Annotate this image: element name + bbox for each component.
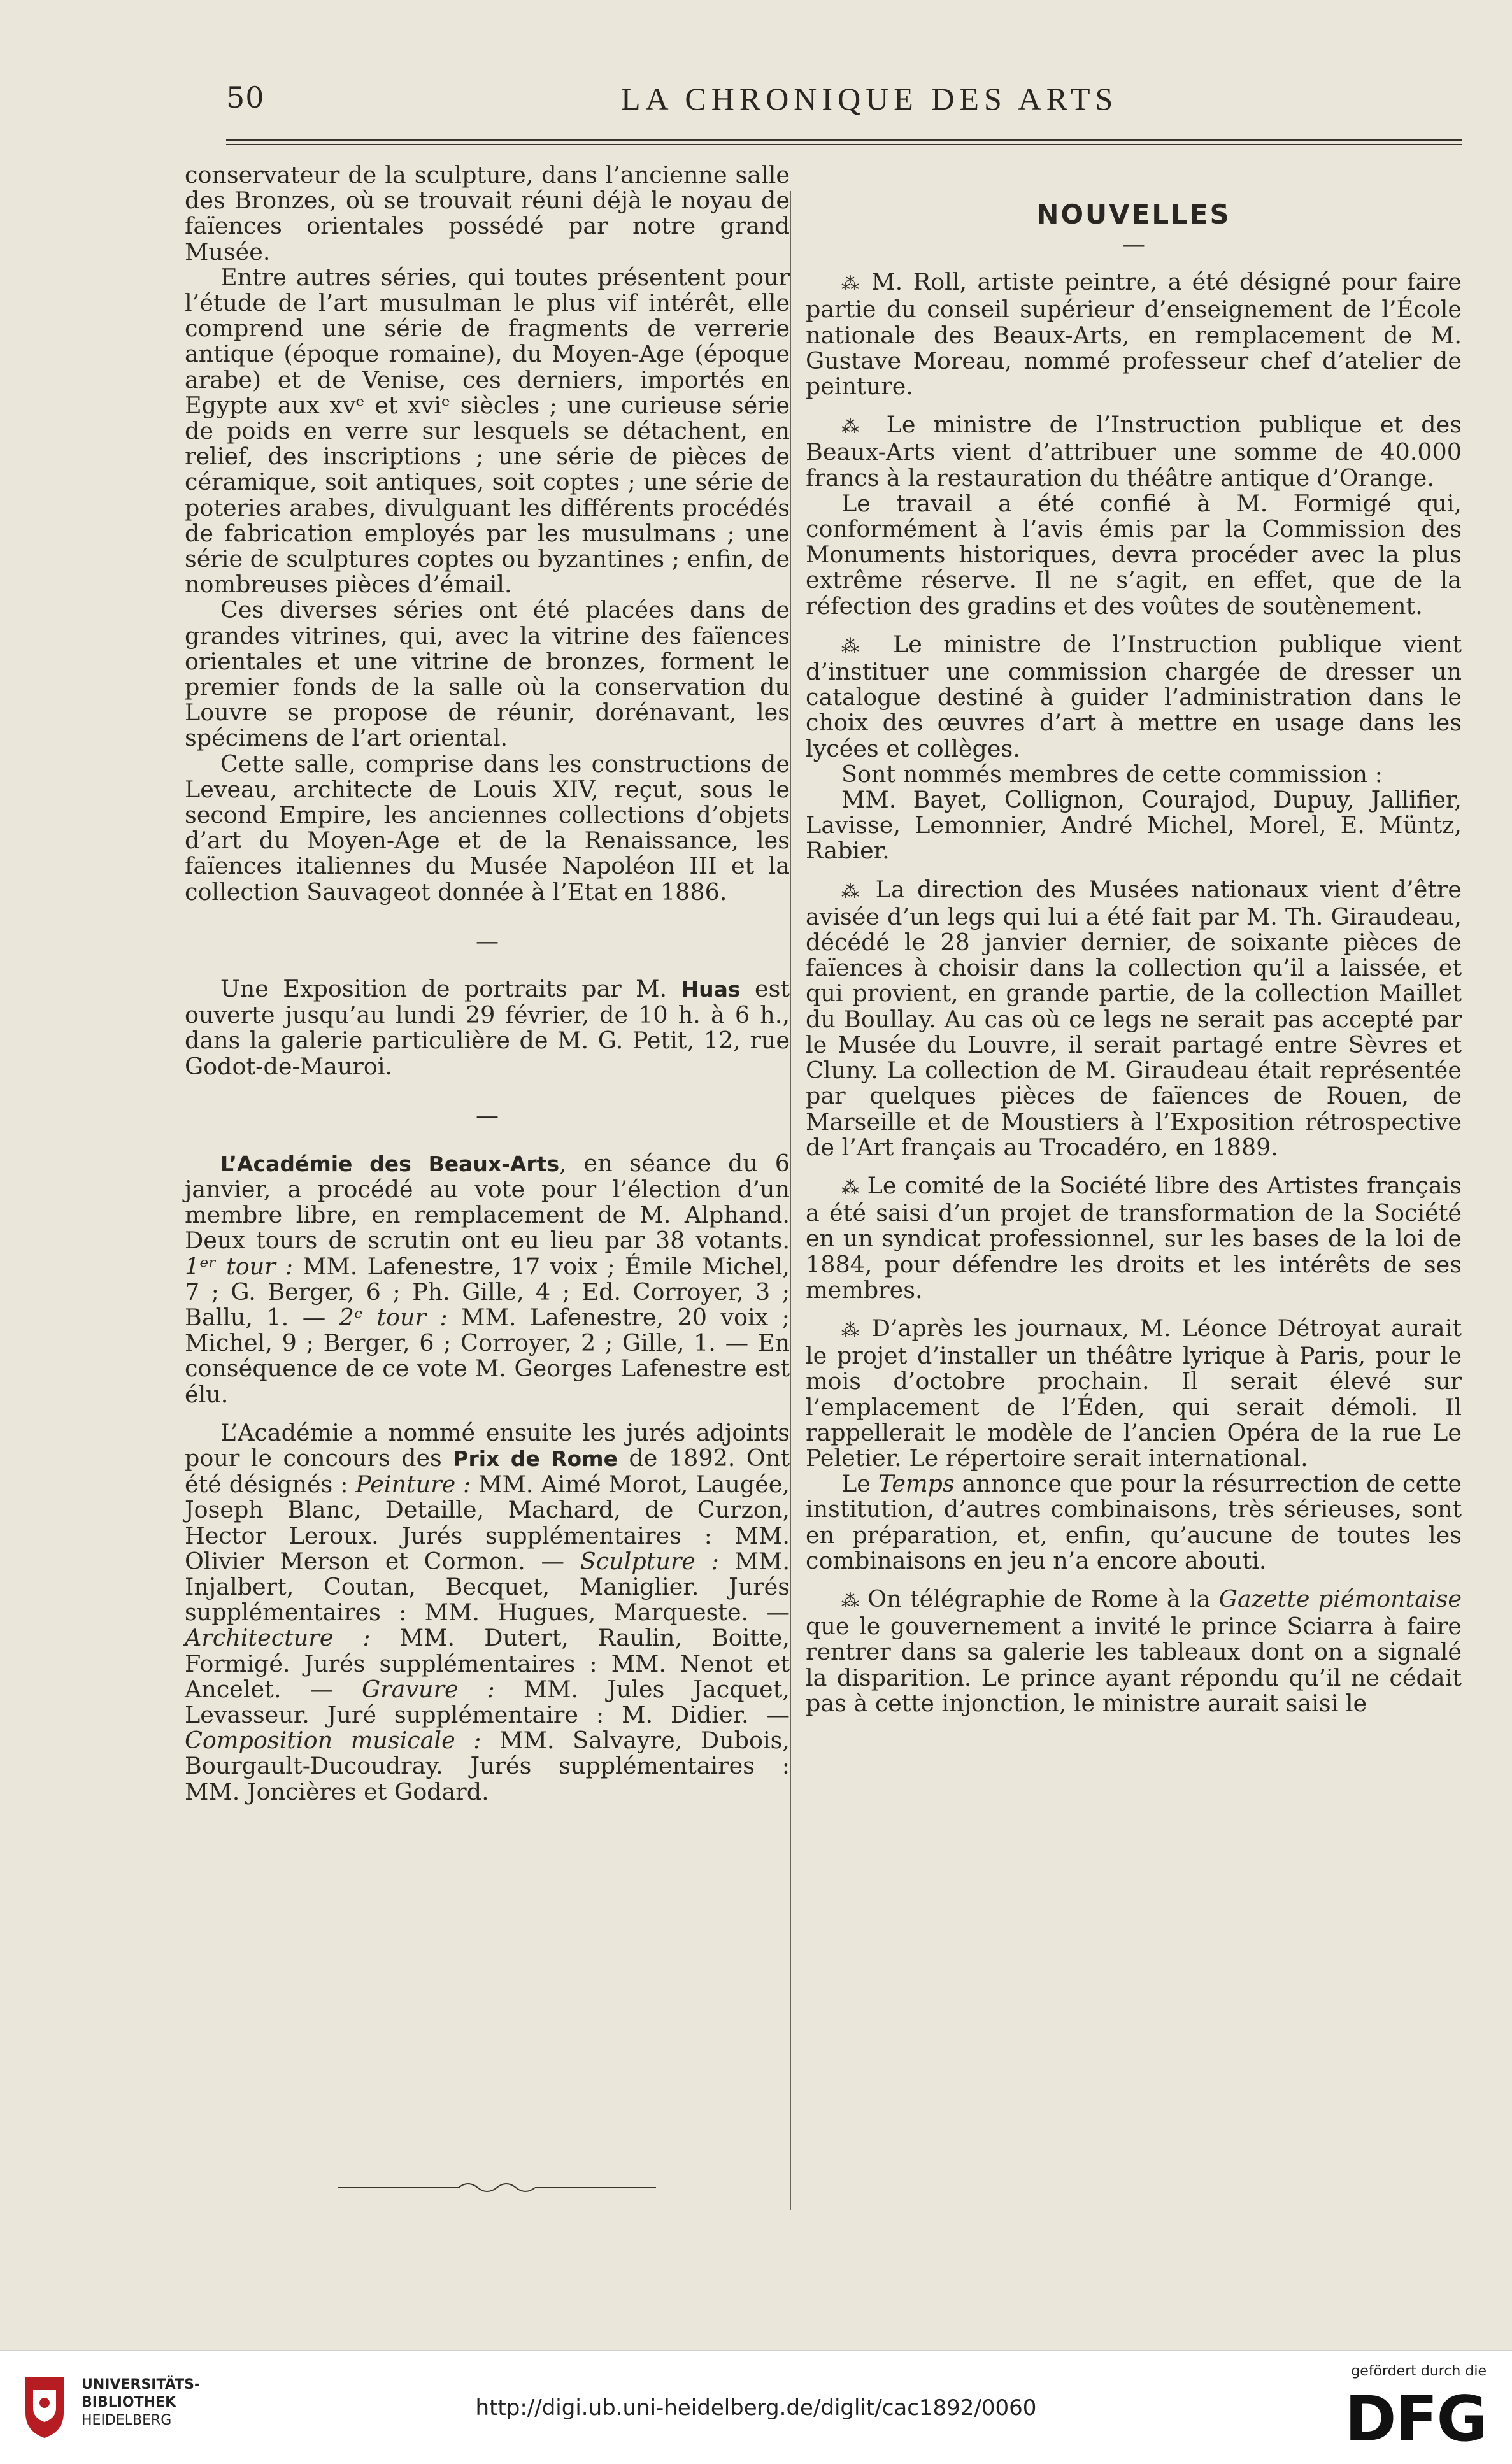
text-run: Le — [841, 1470, 878, 1498]
column-divider — [790, 191, 791, 2210]
text-run: Une Exposition de portraits par M. — [220, 974, 681, 1002]
paragraph: Ces diverses séries ont été placées dans de grandes vitrines, qui, avec la vitrine des faïences orientales et une vitrine de bronzes, forment le premier fonds de la salle où la conservation du Louvre se propose de réunir, dorénavant, les spécimens de l’art oriental. — [185, 596, 790, 752]
text-run: On télégraphie de Rome à la — [859, 1585, 1219, 1613]
header-rule — [226, 139, 1462, 141]
section-separator: — — [476, 1102, 499, 1129]
asterism-icon: ⁂ — [841, 1319, 862, 1341]
italic-run: Sculpture : — [580, 1547, 719, 1575]
asterism-icon: ⁂ — [841, 273, 861, 295]
institution-line: BIBLIOTHEK — [82, 2395, 176, 2411]
italic-run: Architecture : — [185, 1624, 371, 1652]
bold-name: L’Académie des Beaux-Arts — [220, 1151, 560, 1176]
text-run: MM. Jules Jacquet, Levasseur. Juré supplémentaire : M. Didier. — — [185, 1675, 790, 1728]
text-run: D’après les journaux, M. Léonce Détroyat aurait le projet d’installer un théâtre lyrique à Paris, pour le mois d’octobre prochain. Il serait élevé sur l’emplacement de l’Éden, qui serait démoli. Il rappellerait le modèle de l’ancien Opéra de la rue Le Peletier. Le répertoire serait international. — [806, 1314, 1462, 1472]
paragraph-exposition — [185, 976, 790, 1079]
header-rule-thin — [226, 144, 1462, 145]
institution-line: UNIVERSITÄTS- — [82, 2377, 201, 2393]
bold-name: Prix de Rome — [453, 1446, 618, 1471]
news-item — [806, 1316, 1462, 1471]
italic-run: Gazette piémontaise — [1218, 1585, 1462, 1613]
news-item — [806, 412, 1462, 491]
text-run: Le comité de la Société libre des Artistes français a été saisi d’un projet de transformation de la Société en un syndicat professionnel, sur les bases de la loi de 1884, pour défendre les droits et les intérêts de ses membres. — [806, 1171, 1462, 1304]
text-run: MM. Salvayre, Dubois, Bourgault-Ducoudray. Jurés supplémentaires : MM. Joncières et Godard. — [185, 1727, 790, 1805]
paragraph: Cette salle, comprise dans les constructions de Leveau, architecte de Louis XIV, reçut, sous le second Empire, les anciennes collections d’objets d’art du Moyen-Age et de la Renaissance, les faïences italiennes du Musée Napoléon III et la collection Sauvageot donnée à l’Etat en 1886. — [185, 750, 790, 906]
text-run: MM. Injalbert, Coutan, Becquet, Maniglier. Jurés supplémentaires : MM. Hugues, Marqueste. — — [185, 1547, 790, 1627]
news-item — [806, 877, 1462, 1160]
text-run: La direction des Musées nationaux vient d’être avisée d’un legs qui lui a été fait par M. Th. Giraudeau, décédé le 28 janvier dernier, de soixante pièces de faïences à choisir dans la collection qu’il a laissée, et qui provient, en grande partie, de la collection Maillet du Boullay. Au cas où ce legs ne serait pas accepté par le Musée du Louvre, il serait partagé entre Sèvres et Cluny. La collection de M. Giraudeau était représentée par quelques pièces de faïences de Rouen, de Marseille et de Moustiers à l’Exposition rétrospective de l’Art français au Trocadéro, en 1889. — [806, 875, 1462, 1161]
italic-run: Gravure : — [362, 1675, 495, 1703]
asterism-icon: ⁂ — [841, 1176, 859, 1198]
text-run: , en séance du 6 janvier, a procédé au vote pour l’élection d’un membre libre, en remplacement de M. Alphand. Deux tours de scrutin ont eu lieu par 38 votants. — [185, 1149, 790, 1255]
paragraph-academie — [185, 1151, 790, 1407]
paragraph: Entre autres séries, qui toutes présentent pour l’étude de l’art musulman le plus vif intérêt, elle comprend une série de fragments de verrerie antique (époque romaine), du Moyen-Age (époque arabe) et de Venise, ces derniers, importés en Egypte aux xvᵉ et xviᵉ siècles ; une curieuse série de poids en verre sur lesquels se détachent, en relief, des inscriptions ; une série de pièces de céramique, soit antiques, soit coptes ; une série de poteries arabes, divulguant les différents procédés de fabrication employés par les musulmans ; une série de sculptures coptes ou byzantines ; enfin, de nombreuses pièces d’émail. — [185, 263, 790, 599]
asterism-icon: ⁂ — [841, 635, 872, 657]
text-run: Le ministre de l’Instruction publique vient d’instituer une commission chargée de dresser un catalogue destiné à guider l’administration dans le choix des œuvres d’art à mettre en usage dans les lycées et collèges. — [806, 630, 1462, 762]
page-header — [226, 75, 1462, 126]
text-run: annonce que pour la résurrection de cette institution, d’autres combinaisons, très sérieuses, sont en préparation, et, enfin, qu’aucune de toutes les combinaisons en jeu n’a encore abouti. — [806, 1470, 1462, 1574]
text-run: MM. Lafenestre, 20 voix ; Michel, 9 ; Berger, 6 ; Corroyer, 2 ; Gille, 1. — En conséquence de ce vote M. Georges Lafenestre est élu. — [185, 1303, 790, 1408]
paragraph-prix-de-rome — [185, 1420, 790, 1805]
end-ornament — [338, 2178, 656, 2197]
paragraph: Le travail a été confié à M. Formigé qui, conformément à l’avis émis par la Commission des Monuments historiques, devra procéder avec la plus extrême réserve. Il ne s’agit, en effet, que de la réfection des gradins et des voûtes de soutènement. — [806, 489, 1462, 620]
text-run: que le gouvernement a invité le prince Sciarra à faire rentrer dans sa galerie les tableaux dont on a signalé la disparition. Le prince ayant répondu qu’il ne cédait pas à cette injonction, le ministre aurait saisi le — [806, 1613, 1462, 1717]
institution-line: HEIDELBERG — [82, 2412, 172, 2428]
italic-run: Peinture : — [355, 1471, 471, 1499]
text-run: de 1892. Ont été désignés : — [185, 1444, 790, 1499]
text-run: MM. Aimé Morot, Laugée, Joseph Blanc, Detaille, Machard, de Curzon, Hector Leroux. Jurés supplémentaires : MM. Olivier Merson et Cormon. — — [185, 1471, 790, 1575]
paragraph — [806, 1471, 1462, 1574]
bold-name: Huas — [681, 976, 741, 1002]
title-dash: — — [1122, 232, 1145, 259]
running-title: LA CHRONIQUE DES ARTS — [621, 81, 1118, 117]
dfg-logo: DFG — [1344, 2383, 1487, 2456]
asterism-icon: ⁂ — [841, 1590, 859, 1611]
italic-run: Temps — [878, 1470, 955, 1498]
text-run: L’Académie a nommé ensuite les jurés adjoints pour le concours des — [185, 1418, 790, 1472]
asterism-icon: ⁂ — [841, 880, 863, 902]
text-run: M. Roll, artiste peintre, a été désigné pour faire partie du conseil supérieur d’enseignement de l’École nationale des Beaux-Arts, en remplacement de M. Gustave Moreau, nommé professeur chef d’atelier de peinture. — [806, 268, 1462, 401]
news-item — [806, 269, 1462, 399]
text-run: est ouverte jusqu’au lundi 29 février, de 10 h. à 6 h., dans la galerie particulière de M. G. Petit, 12, rue Godot-de-Mauroi. — [185, 974, 790, 1080]
text-run: MM. Lafenestre, 17 voix ; Émile Michel, 7 ; G. Berger, 6 ; Ph. Gille, 4 ; Ed. Corroyer, 3 ; Ballu, 1. — — [185, 1252, 790, 1331]
text-run: Le ministre de l’Instruction publique et des Beaux-Arts vient d’attribuer une somme de 40.000 francs à la restauration du théâtre antique d’Orange. — [806, 411, 1462, 492]
news-item — [806, 1173, 1462, 1303]
asterism-icon: ⁂ — [841, 416, 869, 438]
paragraph: Sont nommés membres de cette commission : — [841, 760, 1383, 788]
left-column — [185, 162, 790, 1805]
page-number: 50 — [226, 80, 265, 115]
italic-run: Composition musicale : — [185, 1727, 481, 1755]
funder-text: gefördert durch die — [1351, 2363, 1487, 2379]
news-item — [806, 1586, 1462, 1716]
permalink-url[interactable]: http://digi.ub.uni-heidelberg.de/diglit/cac1892/0060 — [475, 2395, 1037, 2421]
italic-run: 2ᵉ tour : — [339, 1303, 448, 1331]
italic-run: 1ᵉʳ tour : — [185, 1252, 294, 1280]
footer-bar — [0, 2350, 1512, 2464]
paragraph: conservateur de la sculpture, dans l’ancienne salle des Bronzes, où se trouvait réuni déjà le noyau de faïences orientales possédé par notre grand Musée. — [185, 161, 790, 266]
paragraph: MM. Bayet, Collignon, Courajod, Dupuy, Jallifier, Lavisse, Lemonnier, André Michel, Morel, E. Müntz, Rabier. — [806, 786, 1462, 865]
right-column — [806, 162, 1462, 1716]
text-run: MM. Dutert, Raulin, Boitte, Formigé. Jurés supplémentaires : MM. Nenot et Ancelet. — — [185, 1624, 790, 1703]
section-title-nouvelles: NOUVELLES — [1036, 199, 1231, 230]
news-item — [806, 632, 1462, 762]
section-separator: — — [476, 928, 499, 955]
